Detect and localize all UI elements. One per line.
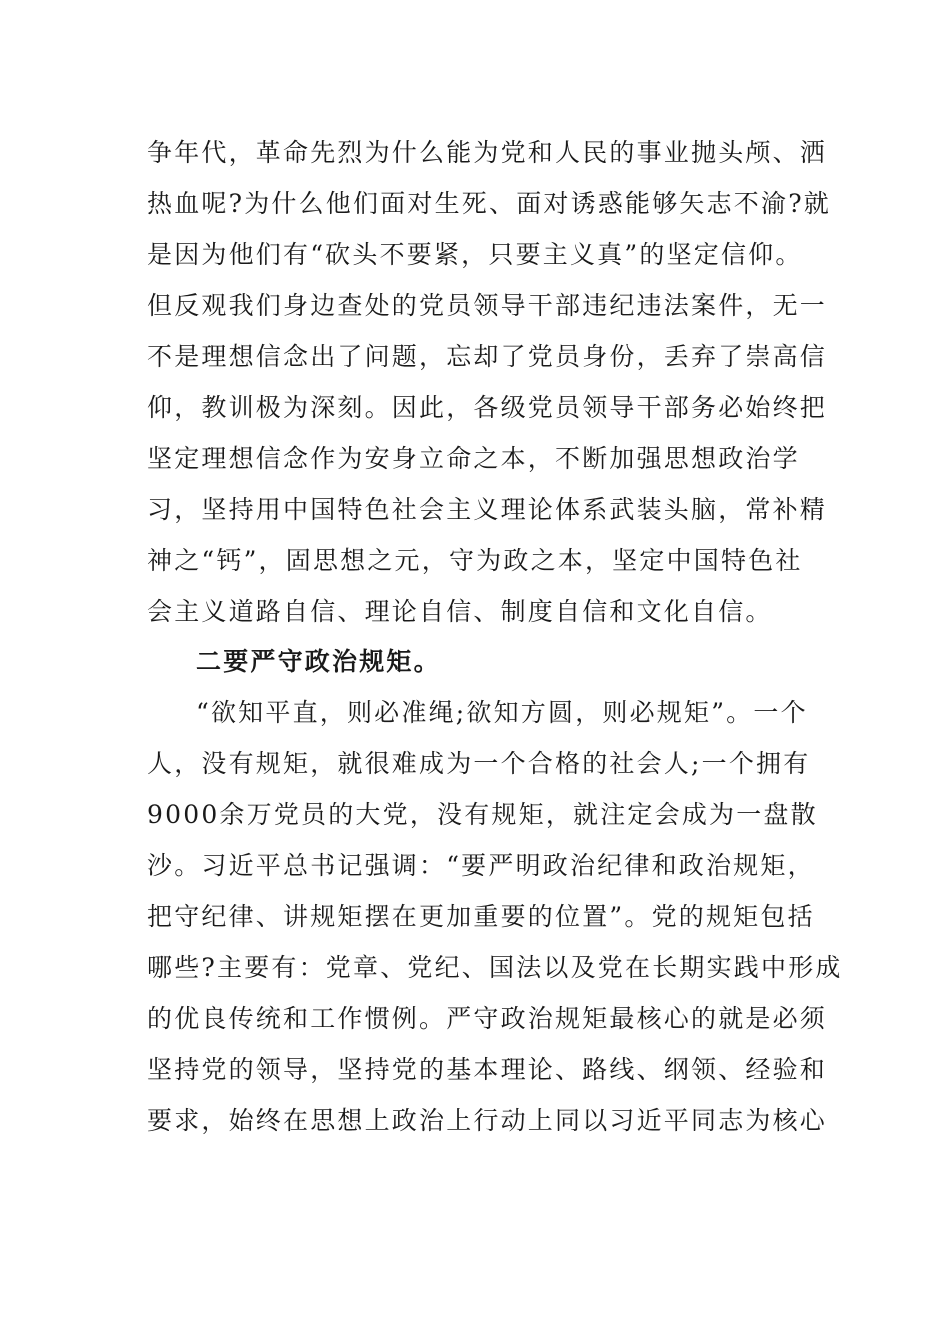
paragraph-1-line-2: 热血呢?为什么他们面对生死、面对诱惑能够矢志不渝?就 (147, 189, 832, 218)
paragraph-2-line-7: 的优良传统和工作惯例。严守政治规矩最核心的就是必须 (147, 1004, 828, 1033)
paragraph-2-line-2: 人，没有规矩，就很难成为一个合格的社会人;一个拥有 (147, 749, 811, 778)
paragraph-1-line-5: 不是理想信念出了问题，忘却了党员身份，丢弃了崇高信 (147, 342, 828, 371)
paragraph-1-line-4: 但反观我们身边查处的党员领导干部违纪违法案件，无一 (147, 291, 828, 320)
paragraph-1-line-6: 仰，教训极为深刻。因此，各级党员领导干部务必始终把 (147, 393, 828, 422)
paragraph-2-line-9: 要求，始终在思想上政治上行动上同以习近平同志为核心 (147, 1106, 828, 1135)
paragraph-2-line-5: 把守纪律、讲规矩摆在更加重要的位置”。党的规矩包括 (147, 902, 815, 931)
paragraph-1-line-1: 争年代，革命先烈为什么能为党和人民的事业抛头颅、洒 (147, 138, 828, 167)
paragraph-2-line-4: 沙。习近平总书记强调：“要严明政治纪律和政治规矩， (147, 851, 815, 880)
paragraph-1-line-10: 会主义道路自信、理论自信、制度自信和文化自信。 (147, 597, 773, 626)
paragraph-1-line-7: 坚定理想信念作为安身立命之本，不断加强思想政治学 (147, 444, 800, 473)
paragraph-2-line-3: 9000余万党员的大党，没有规矩，就注定会成为一盘散 (147, 800, 818, 829)
paragraph-1-line-9: 神之“钙”，固思想之元，守为政之本，坚定中国特色社 (147, 546, 803, 575)
paragraph-2-line-6: 哪些?主要有：党章、党纪、国法以及党在长期实践中形成 (147, 953, 843, 982)
paragraph-1-line-8: 习，坚持用中国特色社会主义理论体系武装头脑，常补精 (147, 495, 828, 524)
paragraph-1-line-3: 是因为他们有“砍头不要紧，只要主义真”的坚定信仰。 (147, 240, 803, 269)
section-heading: 二要严守政治规矩。 (196, 647, 441, 676)
paragraph-2-line-8: 坚持党的领导，坚持党的基本理论、路线、纲领、经验和 (147, 1055, 828, 1084)
paragraph-2-line-1: “欲知平直，则必准绳;欲知方圆，则必规矩”。一个 (196, 698, 808, 727)
